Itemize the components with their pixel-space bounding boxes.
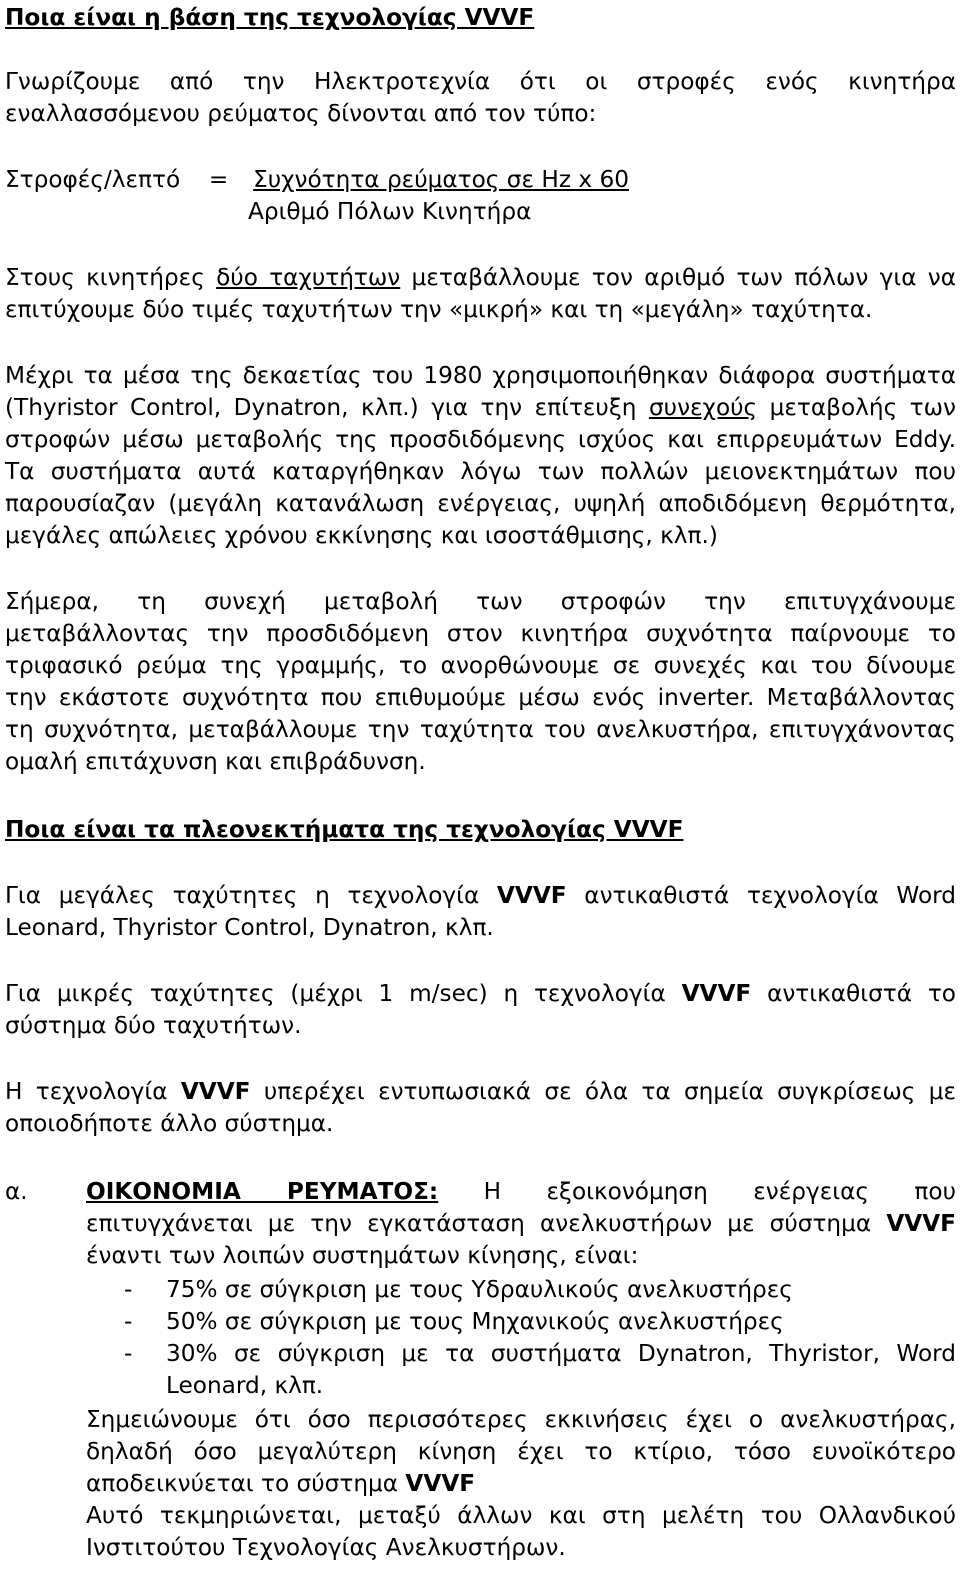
paragraph-line: οποιοδήποτε άλλο σύστημα. [5,1110,334,1137]
paragraph-line: Γνωρίζουμε από την Ηλεκτροτεχνία ότι οι στροφές ενός κινητήρα [5,68,956,95]
formula-lhs: Στροφές/λεπτό [5,166,181,193]
bullet-item: 50% σε σύγκριση με τους Μηχανικούς ανελκυστήρες [166,1308,784,1335]
paragraph-line: ομαλή επιτάχυνση και επιβράδυνση. [5,748,426,775]
bullet-item-continuation: Leonard, κλπ. [166,1372,324,1399]
list-item-line: επιτυγχάνεται με την εγκατάσταση ανελκυστήρων με σύστημα VVVF [86,1210,956,1237]
paragraph-line: τριφασικό ρεύμα της γραμμής, το ανορθώνουμε σε συνεχές και του δίνουμε [5,652,956,679]
paragraph-line: παρουσίαζαν (μεγάλη κατανάλωση ενέργειας, υψηλή αποδιδόμενη θερμότητα, [5,490,956,517]
paragraph-line: εναλλασσόμενου ρεύματος δίνονται από τον τύπο: [5,100,597,127]
paragraph-line: σύστημα δύο ταχυτήτων. [5,1012,302,1039]
paragraph-line: μεγάλες απώλειες χρόνου εκκίνησης και ισοστάθμισης, κλπ.) [5,522,718,549]
formula-numerator: Συχνότητα ρεύματος σε Hz x 60 [253,166,629,193]
paragraph-line: τη συχνότητα, μεταβάλλουμε την ταχύτητα του ανελκυστήρα, επιτυγχάνοντας [5,716,956,743]
paragraph-line: Σήμερα, τη συνεχή μεταβολή των στροφών την επιτυγχάνουμε [5,588,956,615]
item-title: ΟΙΚΟΝΟΜΙΑ ΡΕΥΜΑΤΟΣ: [86,1178,439,1205]
list-item-line: έναντι των λοιπών συστημάτων κίνησης, είναι: [86,1242,639,1269]
underlined-text: δύο ταχυτήτων [216,264,401,291]
bullet-dash: - [124,1276,133,1303]
bullet-dash: - [124,1308,133,1335]
formula-equals: = [208,166,229,193]
section-heading: Ποια είναι η βάση της τεχνολογίας VVVF [5,4,535,31]
paragraph-line: Στους κινητήρες δύο ταχυτήτων μεταβάλλουμε τον αριθμό των πόλων για να [5,264,957,291]
bold-term: VVVF [496,882,567,909]
bullet-item: 75% σε σύγκριση με τους Υδραυλικούς ανελκυστήρες [166,1276,793,1303]
paragraph-line: Για μικρές ταχύτητες (μέχρι 1 m/sec) η τεχνολογία VVVF αντικαθιστά το [5,980,956,1007]
bold-term: VVVF [405,1470,476,1497]
list-item-line: ΟΙΚΟΝΟΜΙΑ ΡΕΥΜΑΤΟΣ: Η εξοικονόμηση ενέργειας που [86,1178,956,1205]
paragraph-line: επιτύχουμε δύο τιμές ταχυτήτων την «μικρή» και τη «μεγάλη» ταχύτητα. [5,296,873,323]
bullet-item: 30% σε σύγκριση με τα συστήματα Dynatron, Thyristor, Word [166,1340,956,1367]
paragraph-line: στροφών μέσω μεταβολής της προσδιδόμενης ισχύος και επιρρευμάτων Eddy. [5,426,956,453]
bullet-dash: - [124,1340,133,1367]
list-marker: α. [5,1178,28,1205]
formula-denominator: Αριθμό Πόλων Κινητήρα [248,198,532,225]
bold-term: VVVF [886,1210,956,1237]
paragraph-line: την εκάστοτε συχνότητα που επιθυμούμε μέσω ενός inverter. Μεταβάλλοντας [5,684,956,711]
paragraph-line: (Thyristor Control, Dynatron, κλπ.) για την επίτευξη συνεχούς μεταβολής των [5,394,956,421]
note-line: αποδεικνύεται το σύστημα VVVF [86,1470,476,1497]
bold-term: VVVF [180,1078,251,1105]
paragraph-line: Leonard, Thyristor Control, Dynatron, κλπ. [5,914,494,941]
section-heading: Ποια είναι τα πλεονεκτήματα της τεχνολογίας VVVF [5,816,684,843]
paragraph-line: Τα συστήματα αυτά καταργήθηκαν λόγω των πολλών μειονεκτημάτων που [5,458,956,485]
underlined-text: συνεχούς [648,394,758,421]
note-line: δηλαδή όσο μεγαλύτερη κίνηση έχει το κτίριο, τόσο ευνοϊκότερο [86,1438,956,1465]
formula-line [5,164,956,196]
note-line: Σημειώνουμε ότι όσο περισσότερες εκκινήσεις έχει ο ανελκυστήρας, [86,1406,956,1433]
paragraph-line: Μέχρι τα μέσα της δεκαετίας του 1980 χρησιμοποιήθηκαν διάφορα συστήματα [5,362,956,389]
note-line: Ινστιτούτου Τεχνολογίας Ανελκυστήρων. [86,1534,566,1561]
paragraph-line: μεταβάλλοντας την προσδιδόμενη στον κινητήρα συχνότητα παίρνουμε το [5,620,956,647]
paragraph-line: Η τεχνολογία VVVF υπερέχει εντυπωσιακά σε όλα τα σημεία συγκρίσεως με [5,1078,956,1105]
paragraph-line: Για μεγάλες ταχύτητες η τεχνολογία VVVF αντικαθιστά τεχνολογία Word [5,882,957,909]
bold-term: VVVF [681,980,752,1007]
note-line: Αυτό τεκμηριώνεται, μεταξύ άλλων και στη μελέτη του Ολλανδικού [86,1502,956,1529]
